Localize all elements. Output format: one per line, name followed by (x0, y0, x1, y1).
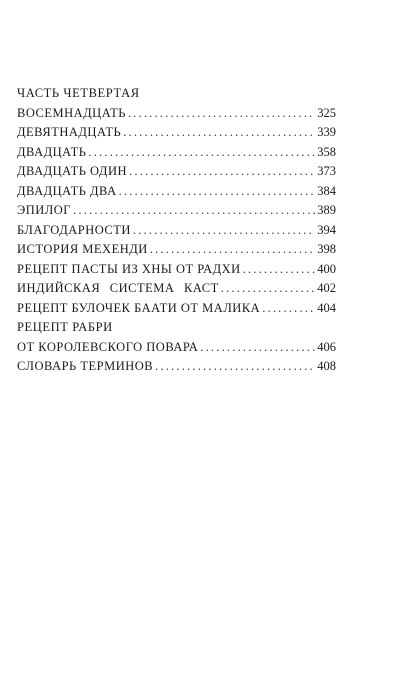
dot-leader (262, 299, 315, 319)
dot-leader (88, 143, 315, 163)
dot-leader (221, 279, 315, 299)
toc-entry-page: 384 (317, 183, 336, 198)
toc-entry-title: БЛАГОДАРНОСТИ (17, 222, 131, 237)
toc-entry (17, 357, 336, 377)
toc-entry (17, 104, 336, 124)
toc-entry-title: ИСТОРИЯ МЕХЕНДИ (17, 242, 148, 256)
toc-entry-page: 339 (317, 125, 336, 139)
toc-entry-page: 358 (317, 144, 336, 159)
toc-entry (17, 162, 336, 182)
toc-entry-title: РЕЦЕПТ БУЛОЧЕК БААТИ ОТ МАЛИКА (17, 300, 261, 315)
toc-entry-title: ДВАДЦАТЬ (17, 144, 87, 159)
toc-entry-page: 404 (317, 300, 336, 315)
toc-entry-page: 398 (317, 242, 336, 256)
toc-entry (17, 123, 336, 143)
toc-entry-page: 406 (317, 339, 336, 354)
dot-leader (200, 338, 315, 358)
table-of-contents (17, 84, 336, 377)
toc-entry-page: 389 (317, 203, 336, 217)
toc-entry-page: 394 (317, 222, 336, 237)
dot-leader (133, 221, 315, 241)
dot-leader (155, 357, 315, 377)
toc-entry-title: ДВАДЦАТЬ ДВА (17, 183, 117, 198)
dot-leader (123, 123, 315, 143)
toc-entry (17, 240, 336, 260)
toc-entry (17, 221, 336, 241)
dot-leader (119, 182, 316, 202)
toc-entry (17, 201, 336, 221)
toc-entry-title-line1: РЕЦЕПТ РАБРИ (17, 320, 113, 334)
dot-leader (128, 104, 315, 124)
dot-leader (73, 201, 315, 221)
toc-entry-title: ЭПИЛОГ (17, 203, 72, 217)
toc-entry-title: ВОСЕМНАДЦАТЬ (17, 105, 126, 120)
toc-entry-page: 373 (317, 164, 336, 178)
toc-entry-page: 400 (317, 261, 336, 276)
toc-entry-page: 402 (317, 281, 336, 295)
section-heading: ЧАСТЬ ЧЕТВЕРТАЯ (17, 86, 140, 100)
toc-entry-title: ОТ КОРОЛЕВСКОГО ПОВАРА (17, 339, 199, 354)
dot-leader (150, 240, 315, 260)
toc-entry-title: ИНДИЙСКАЯ СИСТЕМА КАСТ (17, 281, 219, 295)
toc-entry-page: 325 (317, 105, 336, 120)
toc-entry (17, 299, 336, 319)
dot-leader (243, 260, 316, 280)
dot-leader (129, 162, 315, 182)
toc-entry-title: РЕЦЕПТ ПАСТЫ ИЗ ХНЫ ОТ РАДХИ (17, 261, 241, 276)
toc-entry-title: ДВАДЦАТЬ ОДИН (17, 164, 128, 178)
toc-entry (17, 143, 336, 163)
toc-entry (17, 182, 336, 202)
toc-entry-title: СЛОВАРЬ ТЕРМИНОВ (17, 359, 154, 373)
toc-entry-page: 408 (317, 359, 336, 373)
toc-entry (17, 279, 336, 299)
toc-entry (17, 260, 336, 280)
toc-entry (17, 338, 336, 358)
toc-entry-title: ДЕВЯТНАДЦАТЬ (17, 125, 122, 139)
